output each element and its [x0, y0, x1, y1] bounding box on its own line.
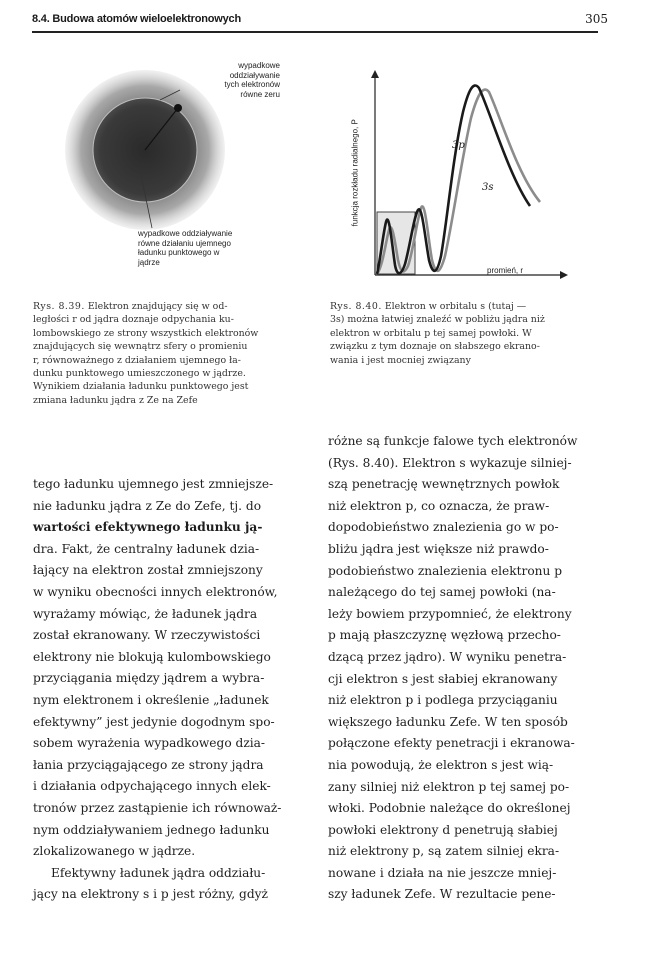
- text-line: niż elektrony p, są zatem silniej ekra-: [328, 844, 560, 859]
- y-axis-arrow: [371, 70, 379, 78]
- text-line: cji elektron s jest słabiej ekranowany: [328, 671, 558, 686]
- caption-line: lombowskiego ze strony wszystkich elektronów: [33, 327, 259, 339]
- page-number: 305: [585, 12, 608, 26]
- text-line: elektrony nie blokują kulombowskiego: [33, 649, 271, 664]
- label-line: równe działaniu ujemnego: [138, 238, 231, 248]
- text-line: bliżu jądra jest większe niż prawdo-: [328, 541, 549, 556]
- figure-8-39-label-bottom: [138, 229, 268, 267]
- text-line: nym oddziaływaniem jednego ładunku: [33, 822, 270, 837]
- text-line: łający na elektron został zmniejszony: [33, 563, 263, 578]
- text-line: (Rys. 8.40). Elektron s wykazuje silniej-: [328, 455, 572, 470]
- text-line: szą penetrację wewnętrznych powłok: [328, 477, 560, 492]
- caption-line: 3s) można łatwiej znaleźć w pobliżu jądra niż: [330, 314, 545, 326]
- text-line: zany silniej niż elektron p tej samej po-: [328, 779, 570, 794]
- text-line: niż elektron p, co oznacza, że praw-: [328, 498, 550, 513]
- text-line: należącego do tej samej powłoki (na-: [328, 585, 556, 600]
- text-line: przyciągania między jądrem a wybra-: [33, 671, 265, 686]
- text-line: podobieństwo znalezienia elektronu p: [328, 563, 563, 578]
- figure-8-39-label-top: [200, 61, 280, 99]
- text-line: Efektywny ładunek jądra oddziału-: [51, 865, 266, 880]
- caption-number: Rys. 8.39.: [33, 301, 85, 312]
- text-line: połączone efekty penetracji i ekranowa-: [328, 736, 575, 751]
- x-axis-label: promień, r: [487, 266, 524, 275]
- text-line: nym elektronem i określenie „ładunek: [33, 692, 269, 707]
- text-line: nowane i działa na nie jeszcze mniej-: [328, 865, 557, 880]
- caption-line: znajdujących się wewnątrz sfery o promieniu: [33, 341, 248, 353]
- text-line: został ekranowany. W rzeczywistości: [33, 628, 261, 643]
- text-line: wyrażamy mówiąc, że ładunek jądra: [33, 606, 258, 621]
- caption-line: dunku punktowego umieszczonego w jądrze.: [33, 368, 246, 380]
- label-line: oddziaływanie: [229, 70, 280, 80]
- text-line: p mają płaszczyznę węzłową przecho-: [328, 628, 561, 643]
- caption-line: związku z tym doznaje on słabszego ekrano-: [330, 341, 540, 353]
- text-line: dzącą przez jądro). W wyniku penetra-: [328, 649, 567, 664]
- text-line: nia powodują, że elektron s jest wią-: [328, 757, 554, 772]
- text-line: i działania odpychającego innych elek-: [33, 779, 271, 794]
- caption-number: Rys. 8.40.: [330, 301, 382, 312]
- text-line: jący na elektrony s i p jest różny, gdyż: [33, 887, 268, 902]
- caption-line: ległości r od jądra doznaje odpychania ku-: [33, 314, 234, 326]
- label-line: tych elektronów: [224, 80, 280, 89]
- caption-line: Wynikiem działania ładunku punktowego jest: [33, 381, 249, 393]
- caption-line: Elektron w orbitalu s (tutaj —: [384, 301, 527, 312]
- text-line: dra. Fakt, że centralny ładunek dzia-: [33, 541, 260, 556]
- caption-line: wania i jest mocniej związany: [330, 354, 471, 366]
- text-line: leży bowiem przypomnieć, że elektrony: [328, 606, 572, 621]
- text-line: tego ładunku ujemnego jest zmniejsze-: [33, 477, 274, 491]
- header-rule: [32, 31, 598, 33]
- y-axis-label: funkcja rozkładu radialnego, P: [350, 119, 360, 227]
- text-line: łania przyciągającego ze strony jądra: [33, 757, 264, 772]
- curve-3p-label: 3p: [452, 140, 465, 151]
- caption-line: Elektron znajdujący się w od-: [87, 301, 228, 312]
- electron-dot: [174, 104, 182, 112]
- label-line: ładunku punktowego w: [138, 248, 220, 257]
- caption-fig-8-39: [33, 300, 301, 407]
- label-line: wypadkowe: [238, 61, 280, 70]
- text-line: różne są funkcje falowe tych elektronów: [328, 434, 578, 448]
- text-line: efektywny” jest jedynie dogodnym spo-: [33, 714, 275, 729]
- running-head-section: 8.4. Budowa atomów wieloelektronowych: [32, 13, 241, 25]
- label-line: wypadkowe oddziaływanie: [138, 229, 233, 238]
- caption-line: zmiana ładunku jądra z Ze na Zefe: [33, 394, 198, 406]
- body-left-column: [33, 474, 303, 906]
- text-line: większego ładunku Zefe. W ten sposób: [328, 714, 568, 729]
- text-line: zlokalizowanego w jądrze.: [33, 844, 196, 859]
- text-line: w wyniku obecności innych elektronów,: [33, 584, 278, 599]
- body-right-column: [328, 431, 600, 906]
- text-line: dopodobieństwo znalezienia go w po-: [328, 520, 559, 535]
- text-line: tronów przez zastąpienie ich równoważ-: [33, 800, 282, 815]
- caption-line: r, równoważnego z działaniem ujemnego ła-: [33, 354, 241, 366]
- text-line: szy ładunek Zefe. W rezultacie pene-: [328, 887, 556, 902]
- caption-fig-8-40: [330, 300, 598, 367]
- label-line: równe zeru: [240, 89, 280, 99]
- text-line: nie ładunku jądra z Ze do Zefe, tj. do: [33, 498, 262, 513]
- curve-3s-label: 3s: [482, 182, 494, 193]
- x-axis-arrow: [560, 271, 568, 279]
- text-line: wartości efektywnego ładunku ją-: [33, 520, 263, 535]
- text-line: niż elektron p i podlega przyciąganiu: [328, 693, 558, 708]
- caption-line: elektron w orbitalu p tej samej powłoki. W: [330, 327, 532, 339]
- text-line: sobem wyrażenia wypadkowego dzia-: [33, 736, 266, 751]
- text-line: powłoki elektrony d penetrują słabiej: [328, 822, 558, 837]
- label-line: jądrze: [138, 257, 160, 267]
- figure-8-40: [355, 70, 570, 290]
- text-line: włoki. Podobnie należące do określonej: [328, 801, 571, 816]
